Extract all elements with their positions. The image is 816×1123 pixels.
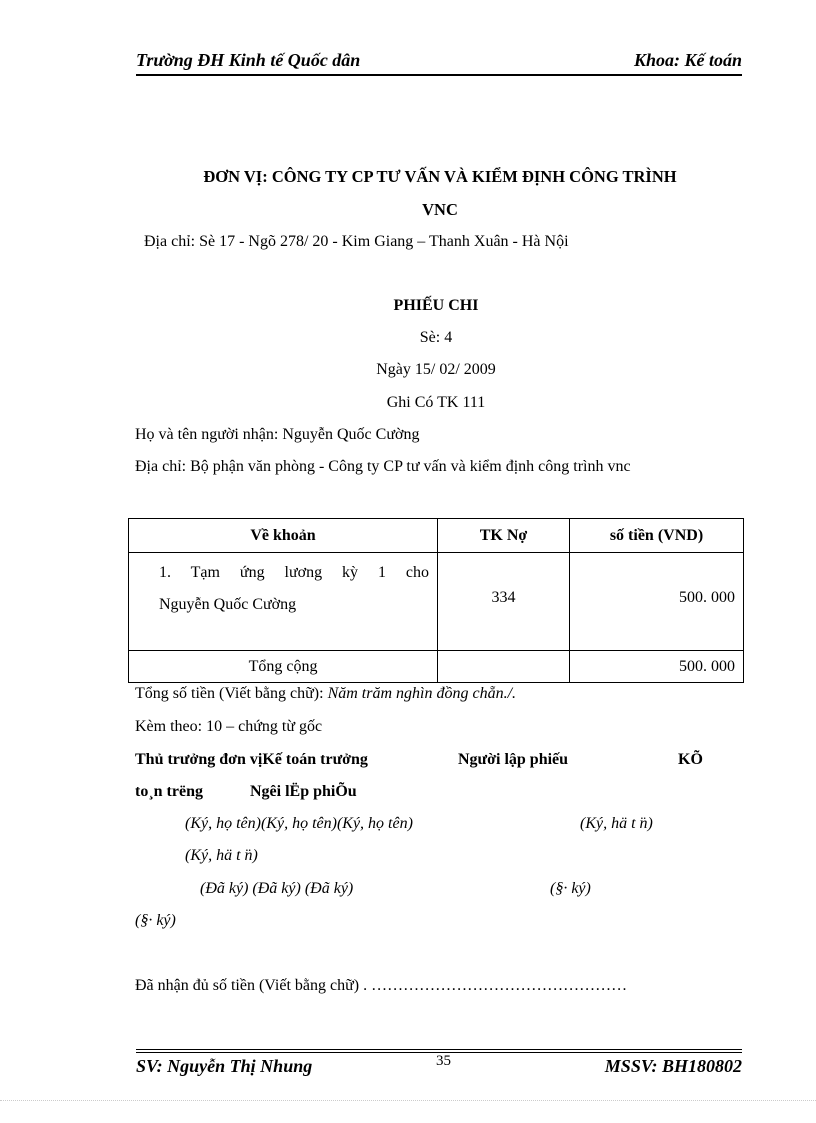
row-description [129, 553, 438, 651]
signed-row1: (Đã ký) (Đã ký) (Đã ký) [200, 880, 354, 897]
row-description-line1: 1. Tạm ứng lương kỳ 1 cho [159, 564, 429, 581]
footer-student: SV: Nguyễn Thị Nhung [136, 1056, 313, 1076]
row-description-line2: Nguyễn Quốc Cường [159, 596, 297, 613]
signed-row1-right: (§· ký) [550, 880, 591, 897]
voucher-credit: Ghi Có TK 111 [386, 394, 486, 411]
voucher-date: Ngày 15/ 02/ 2009 [376, 361, 496, 378]
sig-title-preparer-cont: Ngêi lËp phiÕu [250, 783, 357, 800]
payment-table [128, 518, 744, 683]
table-header-row [129, 519, 744, 553]
sig-note-row1: (Ký, họ tên)(Ký, họ tên)(Ký, họ tên) [185, 815, 413, 832]
attachments: Kèm theo: 10 – chứng từ gốc [135, 718, 323, 735]
page-edge [0, 1100, 816, 1101]
sig-title-extra: KÕ [678, 751, 703, 768]
col-header-amount: số tiền (VND) [570, 519, 744, 553]
header-faculty: Khoa: Kế toán [633, 50, 742, 70]
total-amount: 500. 000 [570, 651, 744, 683]
voucher-number: Sè: 4 [419, 329, 453, 346]
amount-words-value: Năm trăm nghìn đồng chẵn./. [327, 685, 517, 702]
unit-name: ĐƠN VỊ: CÔNG TY CP TƯ VẤN VÀ KIỂM ĐỊNH CÔNG TRÌNH [203, 167, 677, 186]
footer-rule-top [136, 1049, 742, 1050]
col-header-account: TK Nợ [438, 519, 570, 553]
total-row [129, 651, 744, 683]
amount-words-line [135, 685, 516, 703]
table-row [129, 553, 744, 651]
header-rule [136, 74, 742, 76]
sig-title-director-accountant: Thủ trưởng đơn vịKế toán trưởng [135, 751, 368, 768]
col-header-item: Về khoản [129, 519, 438, 553]
total-account [438, 651, 570, 683]
received-line: Đã nhận đủ số tiền (Viết bằng chữ) . ………………………………………… [135, 977, 628, 994]
sig-note-row2: (Ký, hä t ̈n) [185, 847, 258, 864]
sig-title-accountant-cont: to¸n trëng [135, 783, 203, 800]
recipient-address: Địa chỉ: Bộ phận văn phòng - Công ty CP tư vấn và kiểm định công trình vnc [135, 458, 631, 475]
unit-name-cont: VNC [422, 200, 458, 219]
total-label: Tổng cộng [129, 651, 438, 683]
signed-row2: (§· ký) [135, 912, 176, 929]
sig-note-row1-right: (Ký, hä t ̈n) [580, 815, 653, 832]
row-account: 334 [438, 553, 570, 651]
row-amount: 500. 000 [570, 553, 744, 651]
header-school: Trường ĐH Kinh tế Quốc dân [136, 50, 361, 70]
amount-words-label: Tổng số tiền (Viết bằng chữ): [135, 685, 324, 702]
recipient-name: Họ và tên người nhận: Nguyễn Quốc Cường [135, 426, 420, 443]
footer-page-number: 35 [436, 1053, 451, 1069]
footer-student-id: MSSV: BH180802 [604, 1056, 742, 1076]
unit-address: Địa chỉ: Sè 17 - Ngõ 278/ 20 - Kim Giang – Thanh Xuân - Hà Nội [144, 233, 569, 250]
voucher-title: PHIẾU CHI [393, 297, 479, 314]
sig-title-preparer: Người lập phiếu [458, 751, 569, 768]
